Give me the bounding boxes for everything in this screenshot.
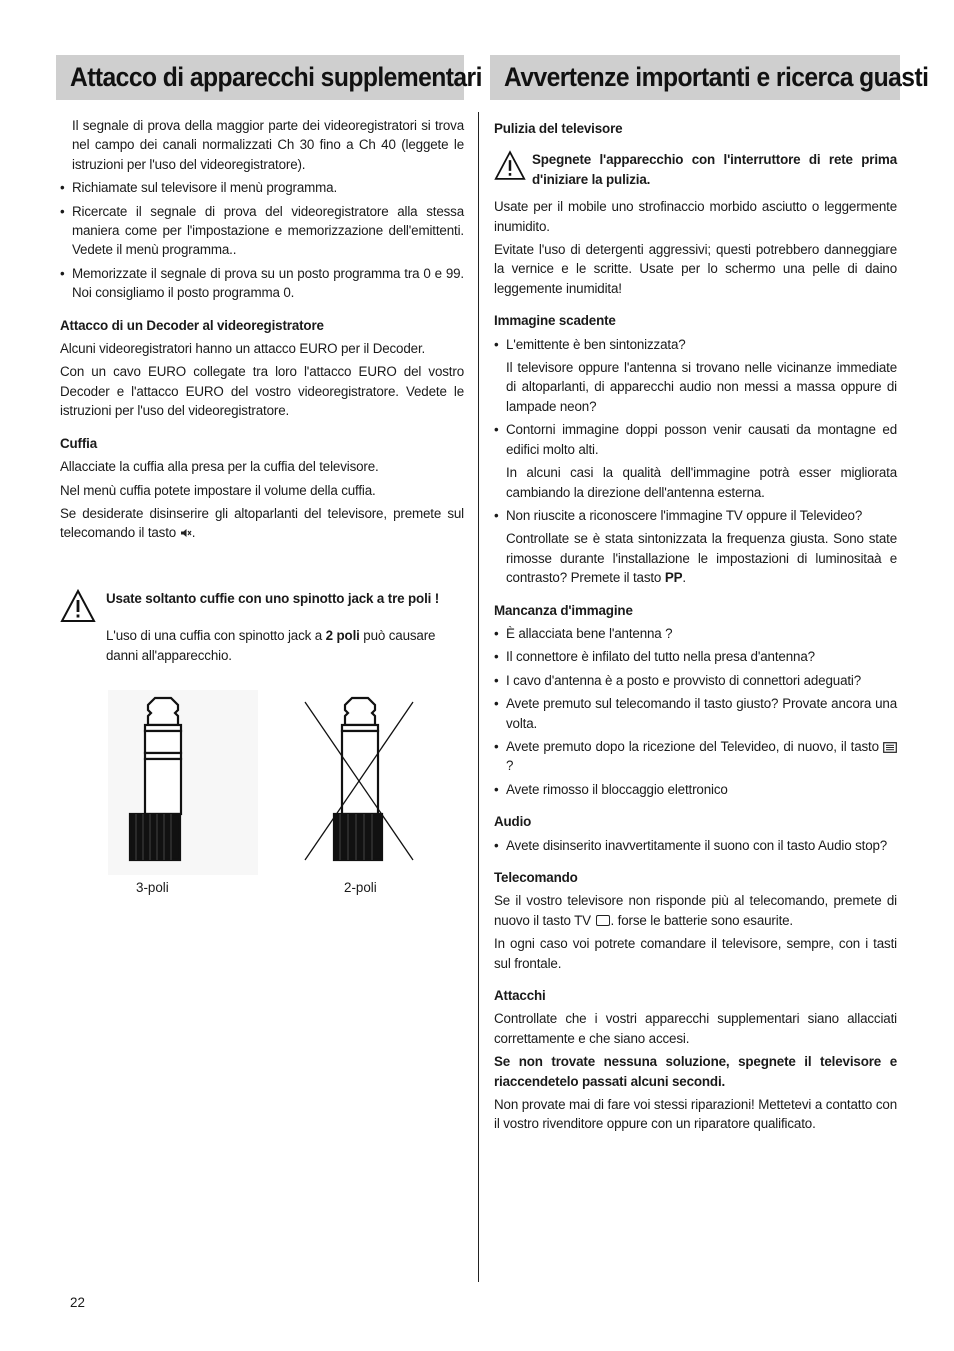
pulizia-paragraph: Evitate l'uso di detergenti aggressivi; questi potrebbero danneggiare la vernice e le scritte. Usate per lo schermo una pelle di daino leggemente inumidita! <box>494 242 897 296</box>
detail-end: . <box>682 570 686 586</box>
cuffia-paragraph: Nel menù cuffia potete impostare il volume della cuffia. <box>60 482 376 498</box>
list-item: • L'emittente è ben sintonizzata? <box>494 335 897 354</box>
telecomando-paragraph <box>494 891 897 930</box>
intro-paragraph: Il segnale di prova della maggior parte dei videoregistratori si trova nel campo dei canali normalizzati Ch 30 fino a Ch 40 (leggete le istruzioni per l'uso del videoregistratore). <box>72 118 464 172</box>
page-number: 22 <box>70 1295 85 1310</box>
cuffia-paragraph: Allacciate la cuffia alla presa per la cuffia del televisore. <box>60 459 379 475</box>
cleaning-warning-text: Spegnete l'apparecchio con l'interruttore di rete prima d'iniziare la pulizia. <box>532 152 897 187</box>
pp-key: PP <box>664 570 683 586</box>
left-section-title: Attacco di apparecchi supplementari <box>70 62 482 92</box>
vcr-steps-list <box>60 178 464 302</box>
mancanza-list <box>494 624 897 799</box>
list-item: • Ricercate il segnale di prova del videoregistratore alla stessa maniera come per l'impostazione e memorizzazione dell'emittenti. Vedete il menù programma.. <box>60 202 464 260</box>
cuffia-heading: Cuffia <box>60 435 98 451</box>
telecomando-paragraph: In ogni caso voi potrete comandare il televisore, sempre, con i tasti sul frontale. <box>494 936 897 971</box>
list-item-detail: In alcuni casi la qualità dell'immagine potrà esser migliorata cambiando la direzione dell'antenna esterna. <box>506 465 897 500</box>
detail-text: Controllate se è stata sintonizzata la frequenza giusta. Sono state rimosse durante l'installazione le impostazioni di luminositaà e contrasto? Premete il tasto <box>506 531 897 586</box>
immagine-list <box>494 420 897 459</box>
right-section-title: Avvertenze importanti e ricerca guasti <box>504 62 929 92</box>
immagine-list <box>494 335 897 354</box>
list-item: • I cavo d'antenna è a posto e provvisto di connettori adeguati? <box>494 671 897 690</box>
list-item: • Contorni immagine doppi posson venir causati da montagne ed edifici molto alti. <box>494 420 897 459</box>
list-item: • Avete disinserito inavvertitamente il suono con il tasto Audio stop? <box>494 836 897 855</box>
warning-text: Usate soltanto cuffie con uno spinotto jack a tre poli ! <box>106 590 440 606</box>
warning-triangle-icon <box>494 150 526 181</box>
jack-label-2-poli: 2-poli <box>344 880 377 895</box>
cuffia-text: Se desiderate disinserire gli altoparlanti del televisore, premete sul telecomando il tasto <box>60 505 464 541</box>
note-text: L'uso di una cuffia con spinotto jack a <box>106 628 326 644</box>
cleaning-warning <box>494 150 897 189</box>
decoder-paragraph: Con un cavo EURO collegate tra loro l'attacco EURO del vostro Decoder e l'attacco EURO del vostro videoregistratore. Vedete le istruzioni per l'uso del videoregistratore. <box>60 364 464 419</box>
list-item: • Memorizzate il segnale di prova su un posto programma tra 0 e 99. Noi consigliamo il posto programma 0. <box>60 264 464 303</box>
headphone-warning <box>60 589 464 665</box>
pulizia-paragraph: Usate per il mobile uno strofinaccio morbido asciutto o leggermente inumidito. <box>494 199 897 234</box>
right-column <box>494 119 897 1138</box>
list-item: • Avete premuto sul telecomando il tasto giusto? Provate ancora una volta. <box>494 694 897 733</box>
list-item: • Richiamate sul televisore il menù programma. <box>60 178 464 197</box>
left-section-banner <box>56 55 482 100</box>
left-column <box>60 116 464 669</box>
list-item-detail <box>494 529 897 587</box>
attacchi-bold-paragraph: Se non trovate nessuna soluzione, spegnete il televisore e riaccendetelo passati alcuni secondi. <box>494 1054 897 1089</box>
right-section-banner <box>490 55 929 100</box>
mancanza-heading: Mancanza d'immagine <box>494 602 633 618</box>
telecomando-text: Se il vostro televisore non risponde più al telecomando, premete di nuovo il tasto TV <box>494 893 897 928</box>
teletext-icon <box>883 742 897 753</box>
tv-button-icon <box>596 915 610 926</box>
list-item <box>494 737 897 776</box>
list-item: • È allacciata bene l'antenna ? <box>494 624 897 643</box>
telecomando-text-end: . forse le batterie sono esaurite. <box>610 912 794 928</box>
list-item: • Non riuscite a riconoscere l'immagine TV oppure il Televideo? <box>494 506 897 525</box>
note-bold: 2 poli <box>325 628 360 644</box>
mute-icon <box>180 528 192 538</box>
note-text-end: può causare danni all'apparecchio. <box>106 628 436 663</box>
audio-heading: Audio <box>494 814 532 830</box>
immagine-heading: Immagine scadente <box>494 313 616 329</box>
warning-triangle-icon <box>60 589 96 623</box>
warning-note <box>106 626 464 665</box>
list-item: • Il connettore è infilato del tutto nella presa d'antenna? <box>494 647 897 666</box>
jack-drawing <box>108 680 438 875</box>
decoder-paragraph: Alcuni videoregistratori hanno un attacco EURO per il Decoder. <box>60 341 426 357</box>
column-divider <box>478 112 479 1282</box>
cuffia-text-end: . <box>191 525 196 541</box>
item-text: Avete premuto dopo la ricezione del Televideo, di nuovo, il tasto <box>506 738 879 754</box>
pulizia-heading: Pulizia del televisore <box>494 121 623 136</box>
item-end: ? <box>506 758 514 774</box>
attacchi-heading: Attacchi <box>494 988 546 1004</box>
attacchi-paragraph: Non provate mai di fare voi stessi riparazioni! Mettetevi a contatto con il vostro rivenditore oppure con un riparatore qualificato. <box>494 1097 897 1132</box>
audio-list <box>494 836 897 855</box>
jack-illustration <box>108 680 438 900</box>
cuffia-paragraph <box>60 504 464 543</box>
attacchi-paragraph: Controllate che i vostri apparecchi supplementari siano allacciati correttamente e che siano accesi. <box>494 1011 897 1046</box>
list-item: • Avete rimosso il bloccaggio elettronico <box>494 780 897 799</box>
list-item-detail: Il televisore oppure l'antenna si trovano nelle vicinanze immediate di altoparlanti, di apparecchi audio non messi a massa oppure di lampade neon? <box>506 360 897 414</box>
decoder-heading: Attacco di un Decoder al videoregistratore <box>60 317 324 333</box>
immagine-list <box>494 506 897 525</box>
telecomando-heading: Telecomando <box>494 870 578 885</box>
jack-label-3-poli: 3-poli <box>136 880 169 895</box>
